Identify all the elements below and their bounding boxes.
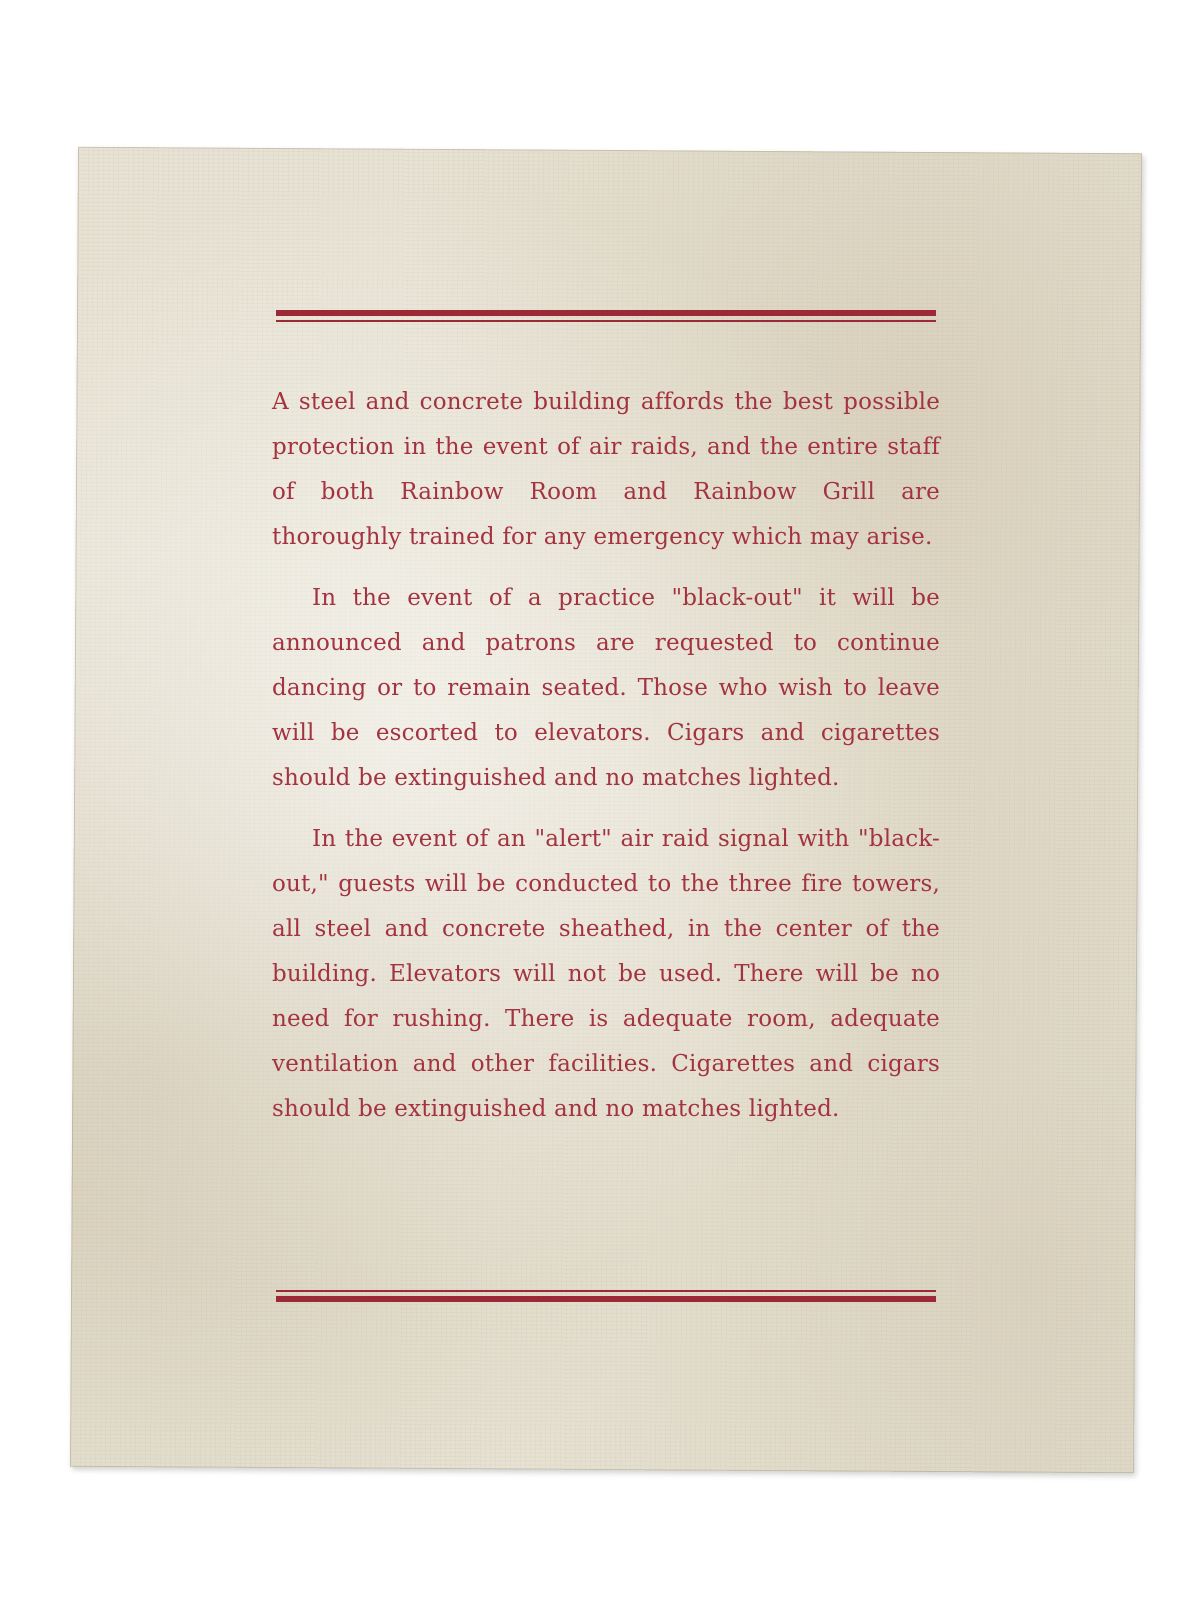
notice-text — [272, 380, 940, 1148]
paragraph-alert-signal: In the event of an "alert" air raid signal with "black-out," guests will be conducted to the three fire towers, all steel and concrete sheathed, in the center of the building. Elevators will not be used. There will be no need for rushing. There is adequate room, adequate ventilation and other facilities. Cigarettes and cigars should be extinguished and no matches lighted. — [272, 826, 940, 1122]
top-decorative-rule — [276, 310, 936, 322]
bottom-decorative-rule — [276, 1290, 936, 1302]
paragraph-steel-building: A steel and concrete building affords the best possible protection in the event of air raids, and the entire staff of both Rainbow Room and Rainbow Grill are thoroughly trained for any emergency which may arise. — [272, 389, 940, 550]
paragraph-practice-blackout: In the event of a practice "black-out" it will be announced and patrons are requested to continue dancing or to remain seated. Those who wish to leave will be escorted to elevators. Cigars and cigarettes should be extinguished and no matches lighted. — [272, 585, 940, 791]
